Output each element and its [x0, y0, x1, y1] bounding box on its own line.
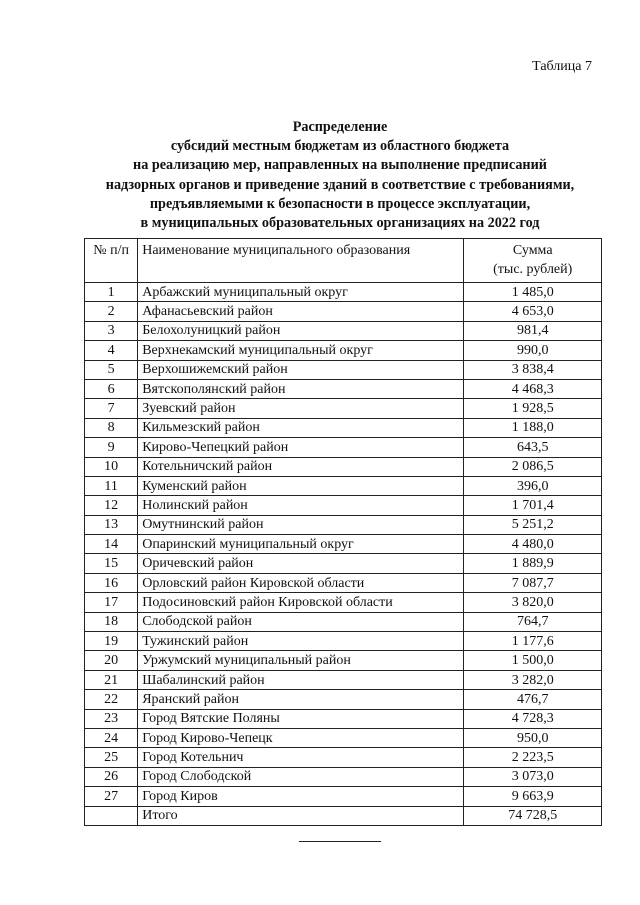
- row-num: 21: [85, 670, 138, 689]
- row-sum: 74 728,5: [464, 806, 602, 825]
- row-name: Шабалинский район: [138, 670, 464, 689]
- row-name: Город Котельнич: [138, 748, 464, 767]
- row-name: Омутнинский район: [138, 515, 464, 534]
- header-num: № п/п: [85, 239, 138, 283]
- row-sum: 3 820,0: [464, 593, 602, 612]
- row-num: [85, 806, 138, 825]
- header-name: Наименование муниципального образования: [138, 239, 464, 283]
- table-row: [85, 554, 602, 573]
- table-row: [85, 612, 602, 631]
- row-num: 17: [85, 593, 138, 612]
- row-num: 1: [85, 283, 138, 302]
- table-row: [85, 515, 602, 534]
- footer-rule: [299, 841, 381, 842]
- row-num: 6: [85, 379, 138, 398]
- table-row: [85, 709, 602, 728]
- row-sum: 1 500,0: [464, 651, 602, 670]
- row-num: 12: [85, 496, 138, 515]
- row-num: 15: [85, 554, 138, 573]
- row-num: 11: [85, 476, 138, 495]
- table-number-label: Таблица 7: [532, 59, 592, 74]
- header-sum-line1: Сумма: [512, 243, 553, 258]
- title-line: Распределение: [292, 119, 388, 135]
- row-name: Кирово-Чепецкий район: [138, 438, 464, 457]
- table-row: [85, 418, 602, 437]
- row-num: 27: [85, 787, 138, 806]
- row-sum: 1 889,9: [464, 554, 602, 573]
- table-row: [85, 535, 602, 554]
- table-row: [85, 438, 602, 457]
- row-name: Опаринский муниципальный округ: [138, 535, 464, 554]
- row-name: Город Слободской: [138, 767, 464, 786]
- row-sum: 1 485,0: [464, 283, 602, 302]
- row-sum: 1 188,0: [464, 418, 602, 437]
- row-name: Верхошижемский район: [138, 360, 464, 379]
- row-sum: 3 073,0: [464, 767, 602, 786]
- row-name: Афанасьевский район: [138, 302, 464, 321]
- table-row: [85, 341, 602, 360]
- row-sum: 2 223,5: [464, 748, 602, 767]
- table-row: [85, 573, 602, 592]
- row-sum: 3 838,4: [464, 360, 602, 379]
- table-row: [85, 457, 602, 476]
- title-line: в муниципальных образовательных организациях на 2022 год: [140, 215, 540, 232]
- table-row: [85, 496, 602, 515]
- row-sum: 5 251,2: [464, 515, 602, 534]
- table-row: [85, 321, 602, 340]
- row-num: 5: [85, 360, 138, 379]
- row-name: Итого: [138, 806, 464, 825]
- row-sum: 643,5: [464, 438, 602, 457]
- row-sum: 764,7: [464, 612, 602, 631]
- title-line: субсидий местным бюджетам из областного бюджета: [170, 138, 510, 155]
- row-name: Подосиновский район Кировской области: [138, 593, 464, 612]
- subsidy-table: [84, 238, 602, 826]
- row-name: Арбажский муниципальный округ: [138, 283, 464, 302]
- row-name: Город Киров: [138, 787, 464, 806]
- table-body: [85, 283, 602, 826]
- table-header-row: [85, 239, 602, 283]
- table-row: [85, 379, 602, 398]
- table-row: [85, 593, 602, 612]
- row-name: Куменский район: [138, 476, 464, 495]
- row-sum: 4 480,0: [464, 535, 602, 554]
- row-name: Слободской район: [138, 612, 464, 631]
- row-num: 2: [85, 302, 138, 321]
- table-row: [85, 670, 602, 689]
- row-num: 25: [85, 748, 138, 767]
- row-num: 23: [85, 709, 138, 728]
- table-row: [85, 651, 602, 670]
- table-row: [85, 283, 602, 302]
- row-name: Орловский район Кировской области: [138, 573, 464, 592]
- row-name: Верхнекамский муниципальный округ: [138, 341, 464, 360]
- row-num: 8: [85, 418, 138, 437]
- table-row: [85, 360, 602, 379]
- table-row: [85, 690, 602, 709]
- row-name: Нолинский район: [138, 496, 464, 515]
- total-row: [85, 806, 602, 825]
- row-sum: 1 177,6: [464, 632, 602, 651]
- table-row: [85, 787, 602, 806]
- row-sum: 4 728,3: [464, 709, 602, 728]
- row-num: 20: [85, 651, 138, 670]
- table-row: [85, 728, 602, 747]
- row-name: Тужинский район: [138, 632, 464, 651]
- row-sum: 1 928,5: [464, 399, 602, 418]
- row-sum: 3 282,0: [464, 670, 602, 689]
- table-row: [85, 476, 602, 495]
- row-num: 18: [85, 612, 138, 631]
- row-name: Котельничский район: [138, 457, 464, 476]
- row-name: Город Кирово-Чепецк: [138, 728, 464, 747]
- row-sum: 476,7: [464, 690, 602, 709]
- row-num: 26: [85, 767, 138, 786]
- row-sum: 990,0: [464, 341, 602, 360]
- table-row: [85, 767, 602, 786]
- row-name: Уржумский муниципальный район: [138, 651, 464, 670]
- row-sum: 4 653,0: [464, 302, 602, 321]
- row-num: 14: [85, 535, 138, 554]
- row-num: 3: [85, 321, 138, 340]
- row-sum: 981,4: [464, 321, 602, 340]
- title-line: на реализацию мер, направленных на выполнение предписаний: [133, 157, 547, 174]
- table-row: [85, 302, 602, 321]
- row-sum: 4 468,3: [464, 379, 602, 398]
- row-name: Зуевский район: [138, 399, 464, 418]
- row-sum: 7 087,7: [464, 573, 602, 592]
- row-sum: 9 663,9: [464, 787, 602, 806]
- row-num: 24: [85, 728, 138, 747]
- row-name: Яранский район: [138, 690, 464, 709]
- row-sum: 1 701,4: [464, 496, 602, 515]
- row-name: Вятскополянский район: [138, 379, 464, 398]
- row-num: 4: [85, 341, 138, 360]
- header-sum: [464, 239, 602, 283]
- row-num: 9: [85, 438, 138, 457]
- row-num: 7: [85, 399, 138, 418]
- row-num: 13: [85, 515, 138, 534]
- row-num: 10: [85, 457, 138, 476]
- row-num: 22: [85, 690, 138, 709]
- document-title: [80, 118, 600, 233]
- row-num: 16: [85, 573, 138, 592]
- row-sum: 2 086,5: [464, 457, 602, 476]
- row-num: 19: [85, 632, 138, 651]
- table-row: [85, 399, 602, 418]
- title-line: надзорных органов и приведение зданий в соответствие с требованиями,: [105, 176, 575, 193]
- row-name: Белохолуницкий район: [138, 321, 464, 340]
- row-sum: 950,0: [464, 728, 602, 747]
- table-row: [85, 632, 602, 651]
- header-sum-line2: (тыс. рублей): [493, 262, 573, 277]
- table-row: [85, 748, 602, 767]
- row-name: Город Вятские Поляны: [138, 709, 464, 728]
- title-line: предъявляемыми к безопасности в процессе эксплуатации,: [149, 195, 531, 212]
- row-sum: 396,0: [464, 476, 602, 495]
- row-name: Оричевский район: [138, 554, 464, 573]
- row-name: Кильмезский район: [138, 418, 464, 437]
